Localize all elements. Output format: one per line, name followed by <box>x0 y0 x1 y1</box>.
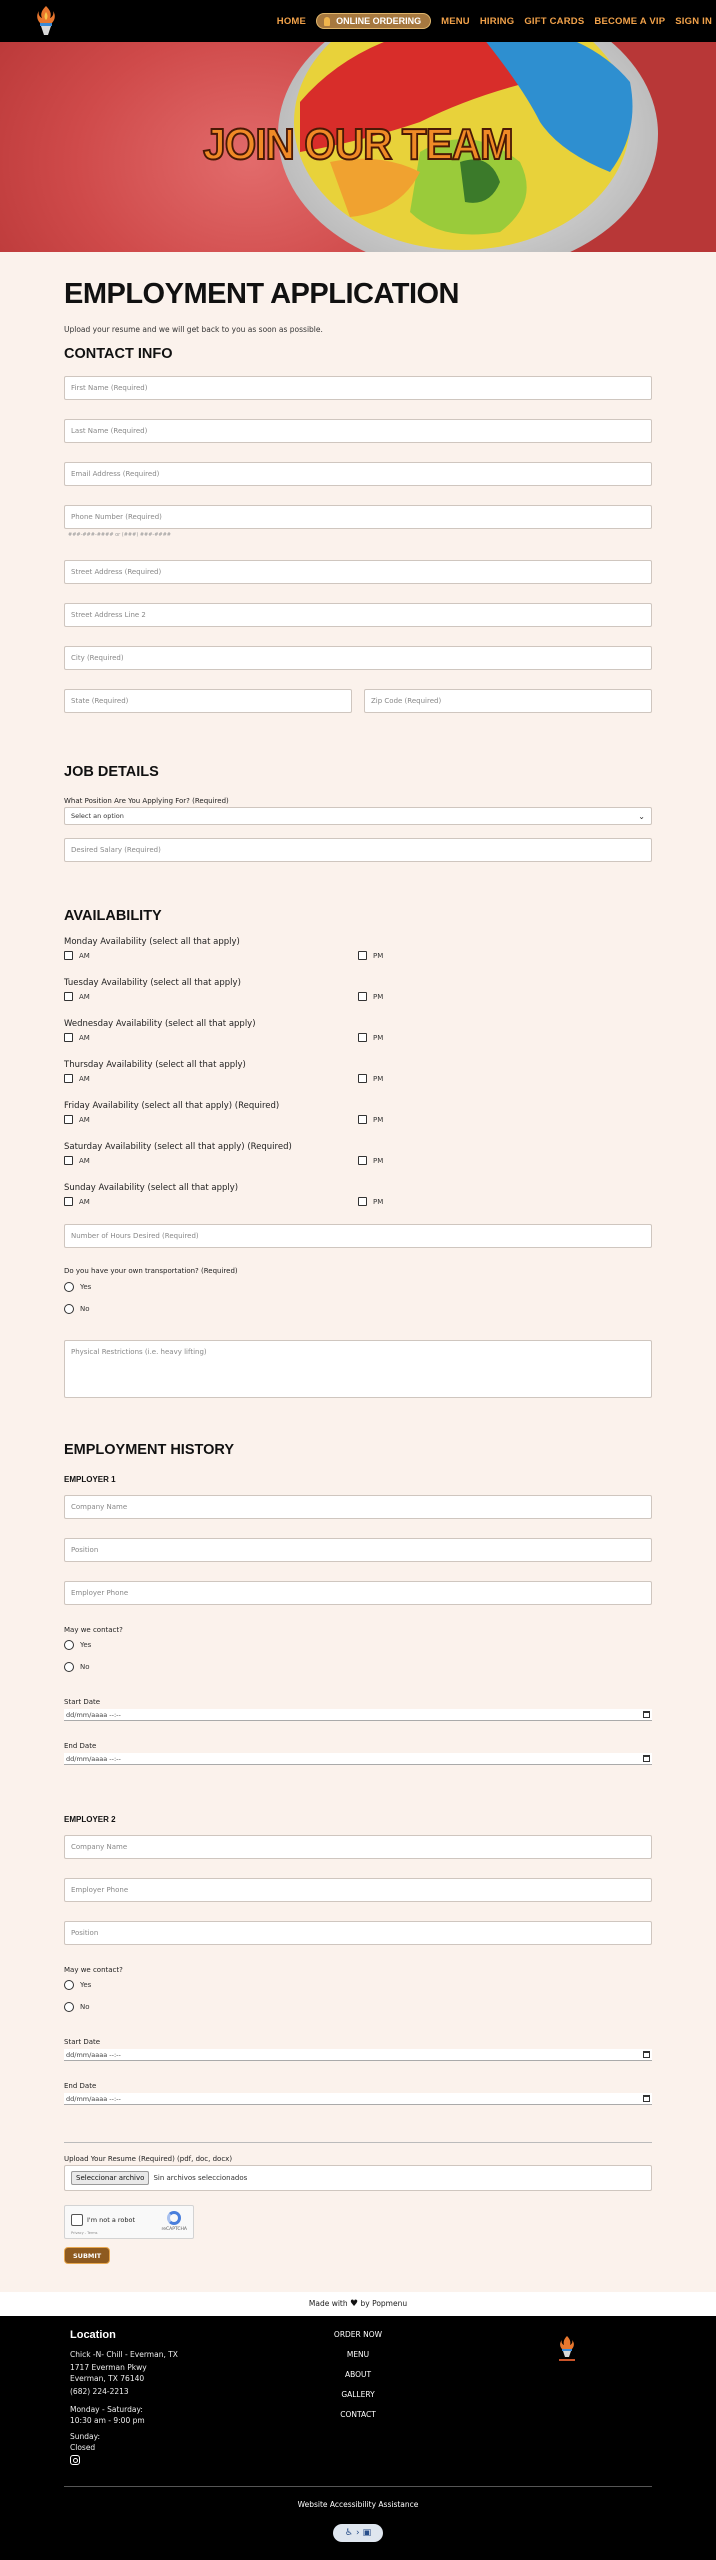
date-placeholder: dd/mm/aaaa --:-- <box>66 2094 121 2103</box>
employer-2-phone-field[interactable]: Employer Phone <box>64 1878 652 1902</box>
zip-code-field[interactable]: Zip Code (Required) <box>364 689 652 713</box>
tuesday-am-checkbox[interactable] <box>64 992 90 1001</box>
employer-2-contact-label: May we contact? <box>64 1966 123 1974</box>
checkbox-icon <box>358 1156 367 1165</box>
employer-1-company-field[interactable]: Company Name <box>64 1495 652 1519</box>
nav-links <box>267 13 712 29</box>
tuesday-pm-checkbox[interactable] <box>358 992 383 1001</box>
online-ordering-button[interactable] <box>316 13 431 29</box>
employer-2-start-date-field[interactable] <box>64 2049 652 2061</box>
employer-1-start-date-label: Start Date <box>64 1698 101 1706</box>
am-label: AM <box>79 951 90 960</box>
date-placeholder: dd/mm/aaaa --:-- <box>66 1710 121 1719</box>
wednesday-am-checkbox[interactable] <box>64 1033 90 1042</box>
nav-become-vip[interactable]: BECOME A VIP <box>594 15 666 27</box>
footer-phone[interactable]: (682) 224-2213 <box>70 2387 129 2396</box>
transportation-no-radio[interactable] <box>64 1304 90 1314</box>
first-name-field[interactable]: First Name (Required) <box>64 376 652 400</box>
saturday-label: Saturday Availability (select all that apply) (Required) <box>64 1142 292 1152</box>
logo-icon[interactable] <box>34 4 58 38</box>
nav-home[interactable]: HOME <box>276 15 307 27</box>
checkbox-icon <box>64 992 73 1001</box>
no-label: No <box>80 1663 90 1671</box>
checkbox-icon <box>358 1115 367 1124</box>
footer <box>0 2316 716 2560</box>
date-placeholder: dd/mm/aaaa --:-- <box>66 2050 121 2059</box>
pm-label: PM <box>373 1115 384 1124</box>
monday-am-checkbox[interactable] <box>64 951 90 960</box>
radio-icon <box>64 1304 74 1314</box>
radio-icon <box>64 1662 74 1672</box>
street-address-field[interactable]: Street Address (Required) <box>64 560 652 584</box>
sunday-pm-checkbox[interactable] <box>358 1197 383 1206</box>
employer-1-phone-field[interactable]: Employer Phone <box>64 1581 652 1605</box>
saturday-pm-checkbox[interactable] <box>358 1156 383 1165</box>
monday-label: Monday Availability (select all that apply) <box>64 937 240 947</box>
pm-label: PM <box>373 1197 384 1206</box>
employer-1-end-date-label: End Date <box>64 1742 97 1750</box>
employer-2-company-field[interactable]: Company Name <box>64 1835 652 1859</box>
recaptcha-logo-icon <box>167 2211 181 2225</box>
checkbox-icon <box>64 1197 73 1206</box>
city-field[interactable]: City (Required) <box>64 646 652 670</box>
date-placeholder: dd/mm/aaaa --:-- <box>66 1754 121 1763</box>
transportation-label: Do you have your own transportation? (Required) <box>64 1267 238 1275</box>
radio-icon <box>64 1640 74 1650</box>
employer-2-contact-yes-radio[interactable] <box>64 1980 91 1990</box>
employer-1-heading: EMPLOYER 1 <box>64 1475 116 1484</box>
checkbox-icon <box>64 1033 73 1042</box>
footer-street[interactable]: 1717 Everman Pkwy <box>70 2363 147 2372</box>
friday-pm-checkbox[interactable] <box>358 1115 383 1124</box>
wednesday-label: Wednesday Availability (select all that apply) <box>64 1019 256 1029</box>
desired-salary-field[interactable]: Desired Salary (Required) <box>64 838 652 862</box>
position-select-value: Select an option <box>71 812 124 820</box>
transportation-yes-radio[interactable] <box>64 1282 91 1292</box>
recaptcha-widget <box>64 2205 194 2239</box>
made-with-prefix: Made with <box>308 2299 348 2308</box>
employer-2-heading: EMPLOYER 2 <box>64 1815 116 1824</box>
yes-label: Yes <box>80 1641 92 1649</box>
tuesday-label: Tuesday Availability (select all that apply) <box>64 978 241 988</box>
checkbox-icon <box>358 1074 367 1083</box>
no-label: No <box>80 2003 90 2011</box>
footer-link-order-now[interactable]: ORDER NOW <box>333 2330 383 2339</box>
employer-1-contact-label: May we contact? <box>64 1626 123 1634</box>
wheelchair-icon: ♿ <box>344 2528 353 2538</box>
footer-link-gallery[interactable]: GALLERY <box>341 2390 375 2399</box>
footer-link-menu[interactable]: MENU <box>346 2350 370 2359</box>
cup-icon <box>324 17 330 26</box>
monday-pm-checkbox[interactable] <box>358 951 383 960</box>
pm-label: PM <box>373 1074 384 1083</box>
nav-hiring[interactable]: HIRING <box>479 15 515 27</box>
wednesday-pm-checkbox[interactable] <box>358 1033 383 1042</box>
email-field[interactable]: Email Address (Required) <box>64 462 652 486</box>
hero-banner <box>0 42 716 252</box>
contact-info-heading: CONTACT INFO <box>64 346 173 362</box>
am-label: AM <box>79 1197 90 1206</box>
checkbox-icon <box>64 1156 73 1165</box>
screen-icon: ▣ <box>362 2528 372 2538</box>
radio-icon <box>64 1980 74 1990</box>
last-name-field[interactable]: Last Name (Required) <box>64 419 652 443</box>
availability-heading: AVAILABILITY <box>64 908 162 924</box>
nav-sign-in[interactable]: SIGN IN <box>675 15 712 27</box>
heart-icon: ♥ <box>350 2299 359 2309</box>
job-details-heading: JOB DETAILS <box>64 764 159 780</box>
choose-file-button[interactable]: Seleccionar archivo <box>71 2171 149 2185</box>
recaptcha-checkbox[interactable] <box>71 2214 83 2226</box>
pm-label: PM <box>373 951 384 960</box>
pm-label: PM <box>373 992 384 1001</box>
no-label: No <box>80 1305 90 1313</box>
employer-2-end-date-field[interactable] <box>64 2093 652 2105</box>
position-select[interactable] <box>64 807 652 825</box>
am-label: AM <box>79 992 90 1001</box>
accessibility-toggle[interactable] <box>333 2524 383 2542</box>
friday-am-checkbox[interactable] <box>64 1115 90 1124</box>
am-label: AM <box>79 1074 90 1083</box>
online-ordering-label: ONLINE ORDERING <box>336 16 422 26</box>
sunday-label: Sunday Availability (select all that apply) <box>64 1183 239 1193</box>
section-divider <box>64 2142 652 2143</box>
footer-city[interactable]: Everman, TX 76140 <box>70 2374 145 2383</box>
top-nav <box>0 0 716 42</box>
thursday-am-checkbox[interactable] <box>64 1074 90 1083</box>
footer-link-about[interactable]: ABOUT <box>344 2370 372 2379</box>
employer-1-position-field[interactable]: Position <box>64 1538 652 1562</box>
intro-text: Upload your resume and we will get back to you as soon as possible. <box>64 325 323 334</box>
phone-field[interactable]: Phone Number (Required) <box>64 505 652 529</box>
footer-hours-label: Monday - Saturday: <box>70 2405 143 2414</box>
employer-1-start-date-field[interactable] <box>64 1709 652 1721</box>
calendar-icon[interactable] <box>643 1711 650 1718</box>
thursday-label: Thursday Availability (select all that apply) <box>64 1060 246 1070</box>
employer-1-contact-no-radio[interactable] <box>64 1662 90 1672</box>
file-status: Sin archivos seleccionados <box>153 2174 248 2182</box>
toggle-arrow-icon: › <box>355 2528 360 2538</box>
nav-menu[interactable]: MENU <box>441 15 470 27</box>
calendar-icon[interactable] <box>643 2051 650 2058</box>
radio-icon <box>64 1282 74 1292</box>
chevron-down-icon: ⌄ <box>638 811 645 821</box>
footer-link-contact[interactable]: CONTACT <box>340 2410 376 2419</box>
footer-hours-value: 10:30 am - 9:00 pm <box>70 2416 145 2425</box>
pm-label: PM <box>373 1033 384 1042</box>
yes-label: Yes <box>80 1283 92 1291</box>
hours-desired-field[interactable]: Number of Hours Desired (Required) <box>64 1224 652 1248</box>
footer-sunday-value: Closed <box>70 2443 96 2452</box>
pm-label: PM <box>373 1156 384 1165</box>
recaptcha-terms: Privacy - Terms <box>71 2231 98 2235</box>
submit-button[interactable]: SUBMIT <box>64 2247 110 2264</box>
calendar-icon[interactable] <box>643 2095 650 2102</box>
saturday-am-checkbox[interactable] <box>64 1156 90 1165</box>
state-field[interactable]: State (Required) <box>64 689 352 713</box>
checkbox-icon <box>358 951 367 960</box>
street-address-2-field[interactable]: Street Address Line 2 <box>64 603 652 627</box>
employer-2-contact-no-radio[interactable] <box>64 2002 90 2012</box>
checkbox-icon <box>64 1074 73 1083</box>
recaptcha-label: I'm not a robot <box>87 2216 136 2224</box>
calendar-icon[interactable] <box>643 1755 650 1762</box>
accessibility-link[interactable]: Website Accessibility Assistance <box>297 2500 419 2509</box>
employer-2-start-date-label: Start Date <box>64 2038 101 2046</box>
footer-logo-icon <box>554 2334 580 2364</box>
radio-icon <box>64 2002 74 2012</box>
checkbox-icon <box>64 1115 73 1124</box>
physical-restrictions-field[interactable]: Physical Restrictions (i.e. heavy lifting) <box>64 1340 652 1398</box>
recaptcha-brand: reCAPTCHA <box>161 2227 187 2232</box>
friday-label: Friday Availability (select all that apply) (Required) <box>64 1101 280 1111</box>
employer-2-end-date-label: End Date <box>64 2082 97 2090</box>
employer-1-contact-yes-radio[interactable] <box>64 1640 91 1650</box>
made-with-suffix[interactable]: by Popmenu <box>360 2299 408 2308</box>
hero-title: JOIN OUR TEAM <box>203 120 513 169</box>
nav-gift-cards[interactable]: GIFT CARDS <box>524 15 585 27</box>
checkbox-icon <box>64 951 73 960</box>
sunday-am-checkbox[interactable] <box>64 1197 90 1206</box>
checkbox-icon <box>358 992 367 1001</box>
phone-hint: ###-###-#### or (###) ###-#### <box>68 532 171 538</box>
footer-sunday-label: Sunday: <box>70 2432 101 2441</box>
am-label: AM <box>79 1115 90 1124</box>
footer-location-title: Location <box>70 2329 116 2341</box>
page-title: EMPLOYMENT APPLICATION <box>64 278 459 310</box>
checkbox-icon <box>358 1033 367 1042</box>
am-label: AM <box>79 1033 90 1042</box>
checkbox-icon <box>358 1197 367 1206</box>
position-label: What Position Are You Applying For? (Required) <box>64 797 229 805</box>
footer-divider <box>64 2486 652 2487</box>
instagram-icon[interactable] <box>70 2455 80 2465</box>
am-label: AM <box>79 1156 90 1165</box>
footer-restaurant-name: Chick -N- Chill - Everman, TX <box>70 2350 178 2359</box>
employment-history-heading: EMPLOYMENT HISTORY <box>64 1442 234 1458</box>
resume-label: Upload Your Resume (Required) (pdf, doc, docx) <box>64 2155 233 2163</box>
thursday-pm-checkbox[interactable] <box>358 1074 383 1083</box>
made-with-bar <box>0 2292 716 2316</box>
yes-label: Yes <box>80 1981 92 1989</box>
employer-2-position-field[interactable]: Position <box>64 1921 652 1945</box>
employer-1-end-date-field[interactable] <box>64 1753 652 1765</box>
resume-file-input[interactable] <box>64 2165 652 2191</box>
